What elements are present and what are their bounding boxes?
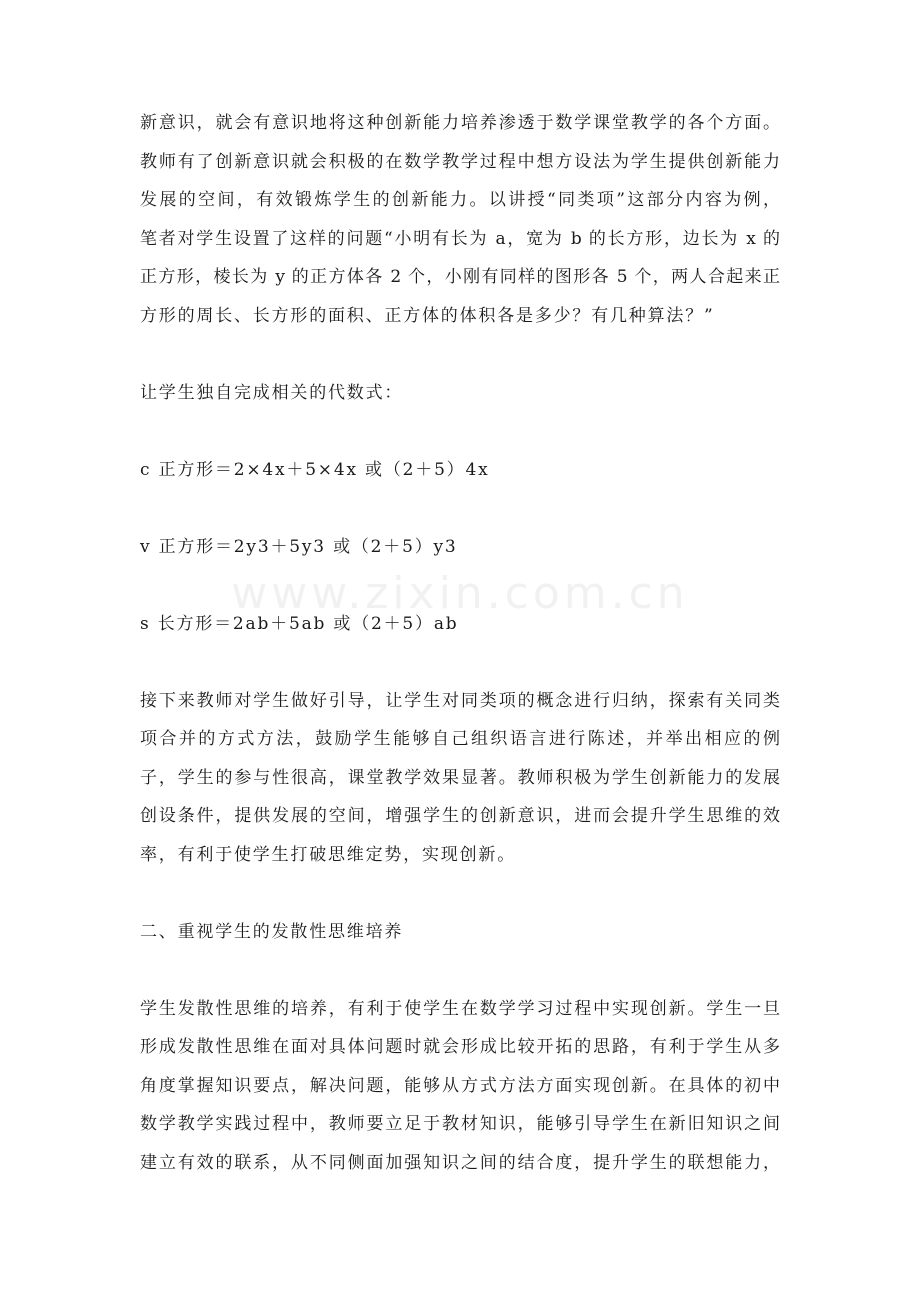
text-line: 角度掌握知识要点，解决问题，能够从方式方法方面实现创新。在具体的初中 — [140, 1075, 780, 1096]
paragraph — [140, 682, 780, 875]
section-heading — [140, 913, 780, 952]
text-line: 学生发散性思维的培养，有利于使学生在数学学习过程中实现创新。学生一旦 — [140, 998, 780, 1019]
text-line: 让学生独自完成相关的代数式： — [140, 382, 404, 403]
paragraph — [140, 990, 780, 1183]
text-line: 笔者对学生设置了这样的问题“小明有长为 a，宽为 b 的长方形，边长为 x 的 — [140, 228, 780, 249]
text-line: 创设条件，提供发展的空间，增强学生的创新意识，进而会提升学生思维的效 — [140, 806, 780, 826]
text-line: 方形的周长、长方形的面积、正方体的体积各是多少？有几种算法？” — [140, 305, 715, 326]
text-line: 项合并的方式方法，鼓励学生能够自己组织语言进行陈述，并举出相应的例 — [140, 729, 780, 749]
text-line: s 长方形＝2ab＋5ab 或（2＋5）ab — [140, 613, 459, 634]
text-line: 接下来教师对学生做好引导，让学生对同类项的概念进行归纳，探索有关同类 — [140, 690, 780, 711]
text-line: 形成发散性思维在面对具体问题时就会形成比较开拓的思路，有利于学生从多 — [140, 1037, 780, 1057]
watermark: www.zixin.com.cn — [231, 568, 689, 619]
text-line: 发展的空间，有效锻炼学生的创新能力。以讲授“同类项”这部分内容为例， — [140, 190, 780, 210]
formula-line — [140, 605, 780, 644]
text-line: 教师有了创新意识就会积极的在数学教学过程中想方设法为学生提供创新能力 — [140, 151, 780, 172]
text-line: 子，学生的参与性很高，课堂教学效果显著。教师积极为学生创新能力的发展 — [140, 767, 780, 788]
formula-line — [140, 528, 780, 567]
text-line: 建立有效的联系，从不同侧面加强知识之间的结合度，提升学生的联想能力， — [140, 1152, 780, 1173]
text-line: v 正方形＝2y3＋5y3 或（2＋5）y3 — [140, 536, 458, 557]
text-line: 新意识，就会有意识地将这种创新能力培养渗透于数学课堂教学的各个方面。 — [140, 113, 780, 133]
paragraph — [140, 104, 780, 335]
text-line: 数学教学实践过程中，教师要立足于教材知识，能够引导学生在新旧知识之间 — [140, 1114, 780, 1134]
paragraph — [140, 374, 780, 413]
formula-line — [140, 451, 780, 490]
text-line: 二、重视学生的发散性思维培养 — [140, 921, 404, 942]
text-line: c 正方形＝2×4x＋5×4x 或（2＋5）4x — [140, 459, 490, 480]
text-line: 率，有利于使学生打破思维定势，实现创新。 — [140, 844, 516, 865]
text-line: 正方形，棱长为 y 的正方体各 2 个，小刚有同样的图形各 5 个，两人合起来正 — [140, 267, 780, 287]
document-body — [140, 104, 780, 1182]
